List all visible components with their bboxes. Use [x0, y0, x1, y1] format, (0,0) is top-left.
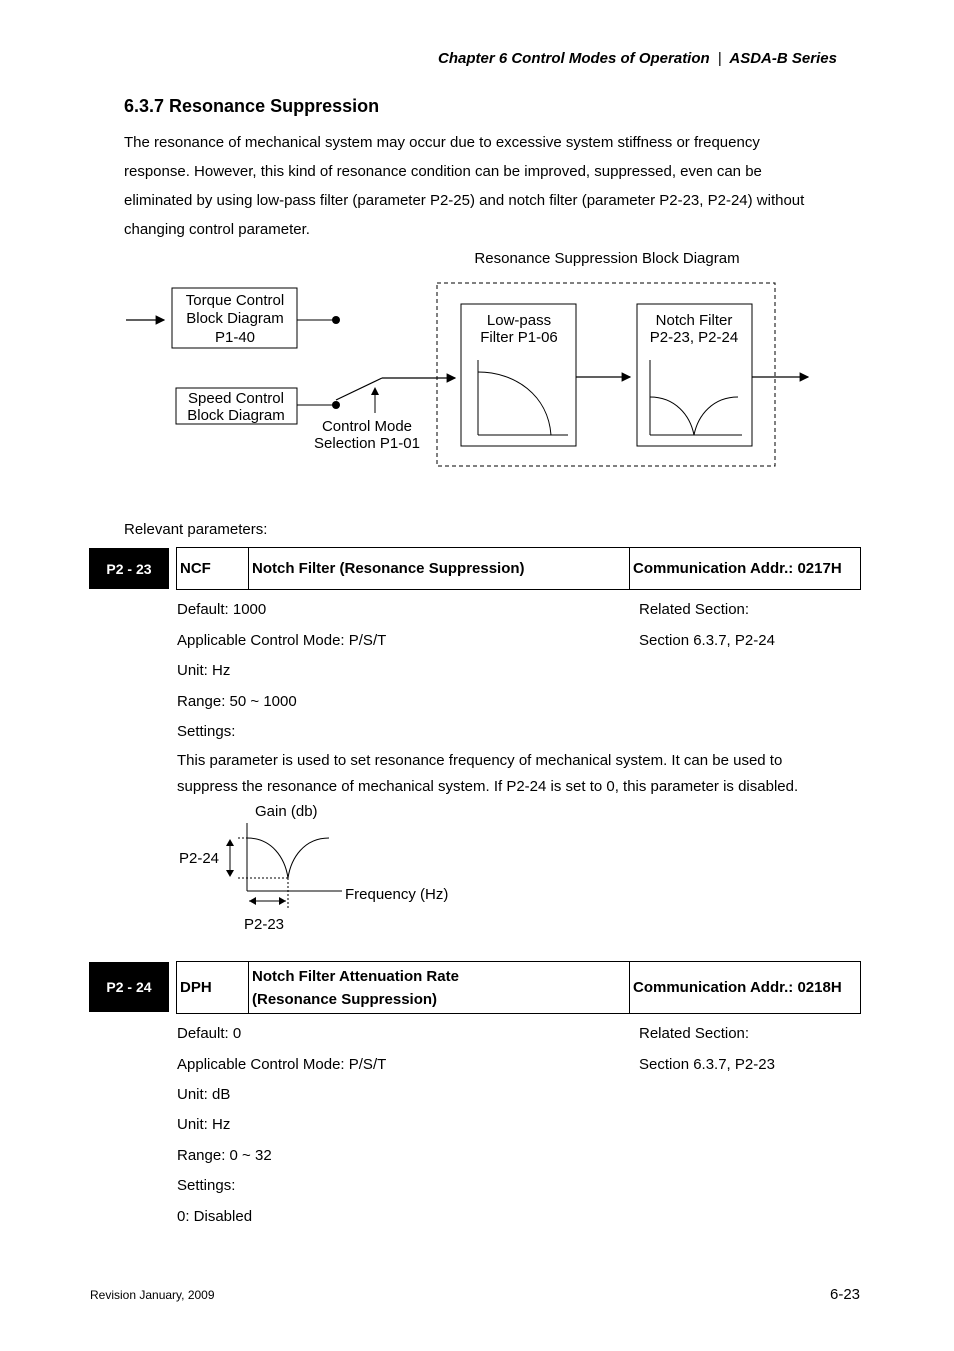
lowpass-label-line: Filter P1-06	[480, 329, 558, 346]
description-line: suppress the resonance of mechanical system. If P2-24 is set to 0, this parameter is disabled.	[177, 778, 799, 795]
intro-line: eliminated by using low-pass filter (parameter P2-25) and notch filter (parameter P2-23, P2-24) without	[124, 192, 805, 209]
relevant-parameters-label: Relevant parameters:	[124, 521, 268, 538]
param-default: Default: 1000	[177, 601, 267, 618]
filter-group-boundary	[437, 283, 775, 466]
param-range: Range: 50 ~ 1000	[177, 693, 297, 710]
param-name-line: Notch Filter Attenuation Rate	[252, 967, 459, 985]
depth-arrow-down	[226, 870, 234, 877]
speed-switch-contact	[332, 401, 340, 409]
param-settings-label: Settings:	[177, 723, 236, 740]
frequency-axis-label: Frequency (Hz)	[345, 886, 449, 903]
center-arrow-left	[249, 897, 256, 905]
speed-block-line: Speed Control	[188, 390, 284, 407]
notch-response-curve	[650, 397, 738, 435]
related-section-title: Related Section:	[639, 1025, 750, 1042]
center-arrow-right	[279, 897, 286, 905]
related-section-value: Section 6.3.7, P2-24	[639, 632, 775, 649]
param-unit: Unit: Hz	[177, 1116, 231, 1133]
diagram-title: Resonance Suppression Block Diagram	[474, 250, 740, 267]
speed-block-line: Block Diagram	[187, 407, 285, 424]
param-range: Range: 0 ~ 32	[177, 1147, 272, 1164]
description-line: This parameter is used to set resonance frequency of mechanical system. It can be used to	[177, 752, 783, 769]
notch-label-line: P2-23, P2-24	[649, 329, 739, 346]
series-name: ASDA-B Series	[729, 50, 837, 67]
param-setting-value: 0: Disabled	[177, 1208, 253, 1225]
torque-block-line: Block Diagram	[186, 310, 284, 327]
param-id-badge: P2 - 23	[89, 548, 169, 589]
header-separator: |	[717, 50, 722, 67]
lowpass-label-line: Low-pass	[486, 312, 552, 329]
gain-axis-label: Gain (db)	[255, 803, 318, 820]
param-name-cell: Notch Filter (Resonance Suppression)	[248, 547, 630, 590]
notch-curve	[247, 838, 329, 878]
depth-label: P2-24	[179, 850, 220, 867]
revision-footer: Revision January, 2009	[90, 1288, 215, 1302]
param-settings-label: Settings:	[177, 1177, 236, 1194]
param-unit: Unit: dB	[177, 1086, 231, 1103]
chapter-title: Chapter 6 Control Modes of Operation	[438, 50, 710, 67]
torque-block-line: Torque Control	[185, 292, 285, 309]
related-section-value: Section 6.3.7, P2-23	[639, 1056, 775, 1073]
intro-line: response. However, this kind of resonance condition can be improved, suppressed, even can be	[124, 163, 762, 180]
resonance-block-diagram	[0, 0, 954, 500]
param-name-cell	[248, 961, 630, 1014]
mode-label-line: Selection P1-01	[314, 435, 420, 452]
param-abbr-cell: NCF	[176, 547, 249, 590]
related-section-title: Related Section:	[639, 601, 750, 618]
param-control-mode: Applicable Control Mode: P/S/T	[177, 1056, 387, 1073]
param-description	[177, 748, 867, 800]
notch-label-line: Notch Filter	[655, 312, 733, 329]
param-id-badge: P2 - 24	[89, 962, 169, 1012]
intro-line: changing control parameter.	[124, 221, 310, 238]
param-name-line: (Resonance Suppression)	[252, 990, 438, 1008]
param-unit: Unit: Hz	[177, 662, 231, 679]
depth-arrow-up	[226, 839, 234, 846]
center-frequency-label: P2-23	[244, 916, 285, 933]
param-default: Default: 0	[177, 1025, 242, 1042]
torque-block-line: P1-40	[214, 329, 256, 346]
lowpass-response-curve	[478, 372, 551, 435]
param-addr-cell: Communication Addr.: 0218H	[629, 961, 861, 1014]
param-abbr-cell: DPH	[176, 961, 249, 1014]
notch-gain-graph	[170, 798, 490, 938]
mode-label-line: Control Mode	[321, 418, 413, 435]
param-control-mode: Applicable Control Mode: P/S/T	[177, 632, 387, 649]
page-number: 6-23	[830, 1286, 861, 1303]
param-addr-cell: Communication Addr.: 0217H	[629, 547, 861, 590]
torque-switch-contact	[332, 316, 340, 324]
section-title: 6.3.7 Resonance Suppression	[124, 96, 380, 116]
intro-line: The resonance of mechanical system may occur due to excessive system stiffness or frequency	[124, 134, 760, 151]
